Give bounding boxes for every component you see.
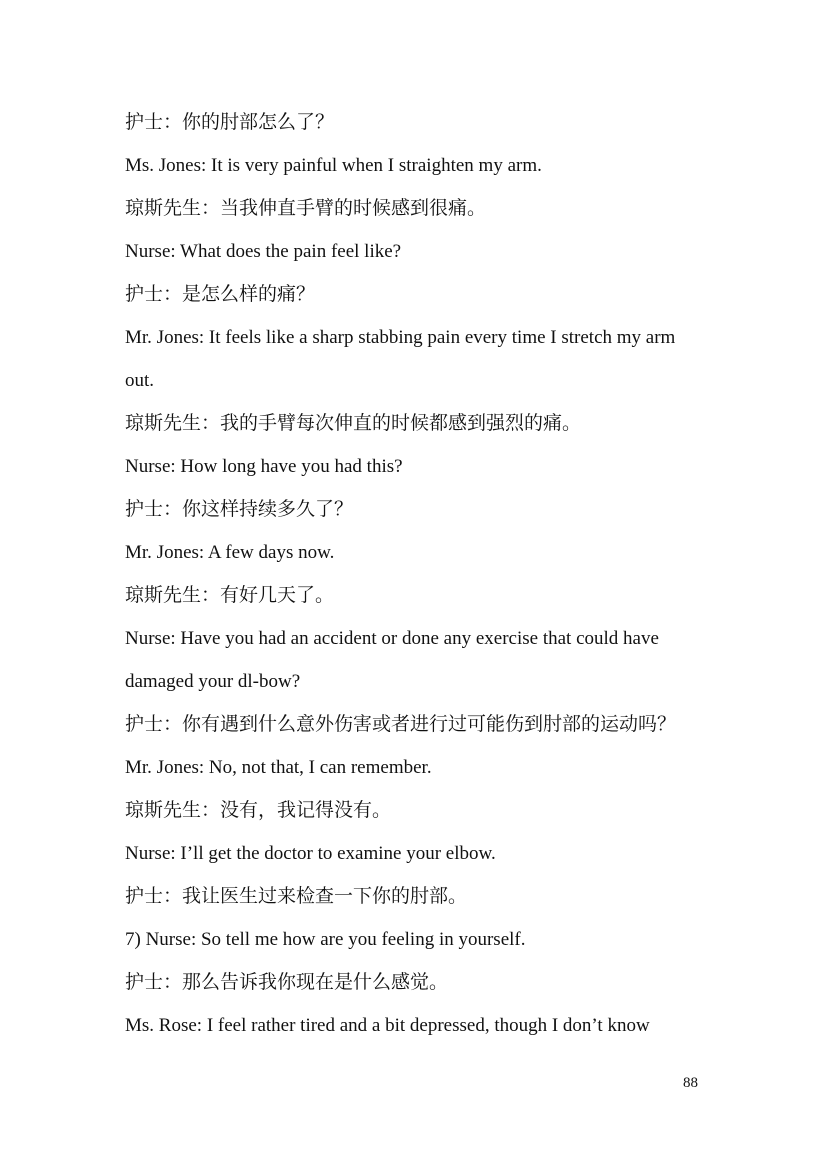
- text-line: out.: [125, 370, 155, 391]
- text-line: Nurse: I’ll get the doctor to examine your elbow.: [125, 843, 496, 864]
- text-line: 护士：那么告诉我你现在是什么感觉。: [125, 972, 449, 993]
- text-line: damaged your dl-bow?: [125, 671, 301, 692]
- text-line: Nurse: What does the pain feel like?: [125, 241, 402, 262]
- text-line: 护士：是怎么样的痛？: [125, 284, 316, 305]
- text-line: Mr. Jones: It feels like a sharp stabbing pain every time I stretch my arm: [125, 327, 676, 348]
- text-line: 琼斯先生：我的手臂每次伸直的时候都感到强烈的痛。: [125, 413, 582, 434]
- text-line: 护士：你有遇到什么意外伤害或者进行过可能伤到肘部的运动吗？: [125, 714, 677, 735]
- text-line: Mr. Jones: A few days now.: [125, 542, 335, 563]
- text-line: 护士：我让医生过来检查一下你的肘部。: [125, 886, 468, 907]
- text-line: Nurse: Have you had an accident or done any exercise that could have: [125, 628, 659, 649]
- text-line: 护士：你的肘部怎么了？: [125, 112, 335, 133]
- page-number: 88: [683, 1075, 698, 1091]
- text-line: 琼斯先生：没有，我记得没有。: [125, 800, 392, 821]
- text-line: Mr. Jones: No, not that, I can remember.: [125, 757, 432, 778]
- text-line: Ms. Jones: It is very painful when I straighten my arm.: [125, 155, 542, 176]
- text-line: 7) Nurse: So tell me how are you feeling in yourself.: [125, 929, 526, 950]
- text-line: Ms. Rose: I feel rather tired and a bit depressed, though I don’t know: [125, 1015, 650, 1036]
- text-line: 琼斯先生：当我伸直手臂的时候感到很痛。: [125, 198, 487, 219]
- text-line: 护士：你这样持续多久了？: [125, 499, 354, 520]
- text-line: 琼斯先生：有好几天了。: [125, 585, 335, 606]
- document-body: [125, 101, 725, 1047]
- text-line: Nurse: How long have you had this?: [125, 456, 403, 477]
